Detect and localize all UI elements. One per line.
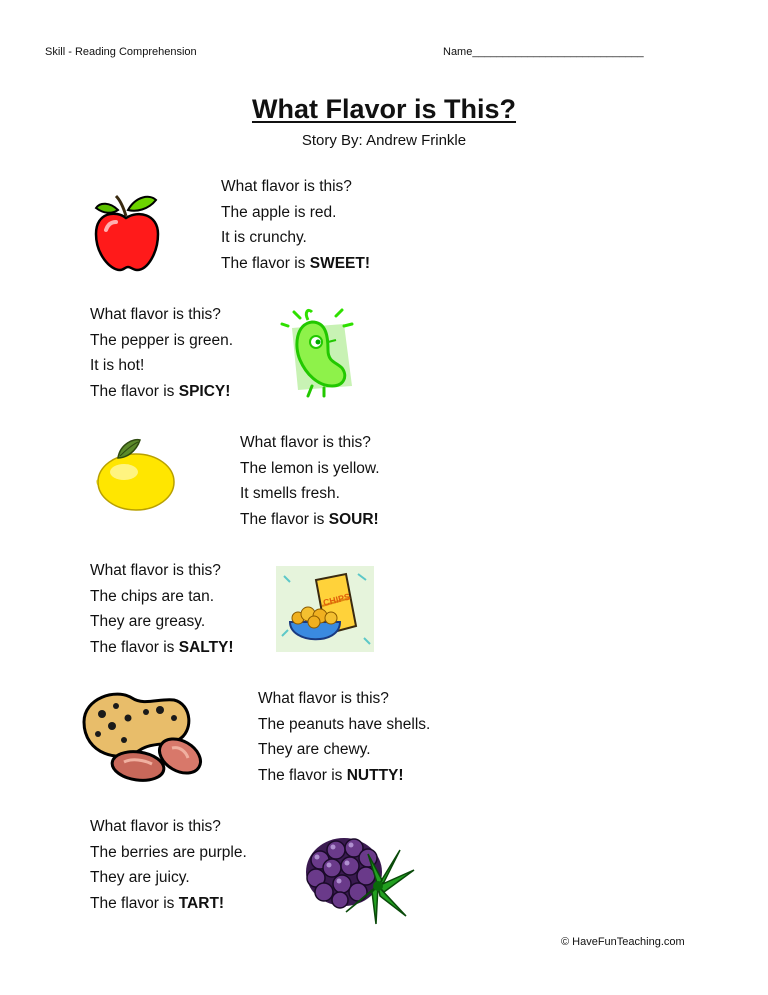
stanza-line: What flavor is this?	[90, 306, 221, 323]
flavor-answer: SWEET!	[309, 254, 371, 272]
stanza-line: It is crunchy.	[221, 229, 307, 247]
stanza-pepper	[90, 302, 233, 404]
stanza-flavor-line	[90, 379, 233, 405]
stanza-line: They are chewy.	[258, 741, 371, 759]
stanza-apple	[221, 174, 370, 276]
stanza-lemon	[240, 430, 380, 532]
stanza-line: What flavor is this?	[240, 434, 371, 451]
stanza-line: What flavor is this?	[90, 818, 221, 835]
blackberry-icon	[302, 830, 418, 926]
flavor-answer: TART!	[178, 894, 225, 912]
flavor-prefix: The flavor is	[240, 510, 329, 528]
flavor-prefix: The flavor is	[90, 894, 179, 912]
stanza-line: It is hot!	[90, 357, 145, 375]
stanza-line: The berries are purple.	[90, 843, 247, 861]
flavor-answer: SPICY!	[178, 382, 231, 400]
chips-icon	[276, 566, 374, 652]
flavor-prefix: The flavor is	[221, 254, 310, 272]
stanza-line: The pepper is green.	[90, 331, 234, 349]
flavor-prefix: The flavor is	[258, 766, 347, 784]
stanza-line: The peanuts have shells.	[258, 715, 431, 733]
skill-label: Skill - Reading Comprehension	[45, 46, 197, 58]
flavor-prefix: The flavor is	[90, 638, 179, 656]
byline: Story By: Andrew Frinkle	[301, 132, 467, 149]
flavor-prefix: The flavor is	[90, 382, 179, 400]
flavor-answer: SOUR!	[328, 510, 379, 528]
stanza-flavor-line	[90, 891, 247, 917]
stanza-line: What flavor is this?	[221, 178, 352, 195]
stanza-line: The lemon is yellow.	[240, 459, 380, 477]
chips-bag-label: CHIPS	[322, 591, 352, 608]
stanza-line: It smells fresh.	[240, 485, 340, 503]
stanza-flavor-line	[240, 507, 380, 533]
copyright-footer: © HaveFunTeaching.com	[561, 936, 685, 948]
stanza-line: The chips are tan.	[90, 587, 215, 605]
pepper-icon	[278, 306, 358, 398]
stanza-line: The apple is red.	[221, 203, 337, 221]
flavor-answer: SALTY!	[178, 638, 234, 656]
stanza-chips	[90, 558, 234, 660]
peanut-icon	[76, 684, 204, 784]
stanza-flavor-line	[258, 763, 430, 789]
stanza-line: They are greasy.	[90, 613, 206, 631]
stanza-line: They are juicy.	[90, 869, 190, 887]
stanza-flavor-line	[90, 635, 234, 661]
stanza-peanuts	[258, 686, 430, 788]
stanza-line: What flavor is this?	[90, 562, 221, 579]
page-title: What Flavor is This?	[251, 94, 517, 124]
apple-icon	[90, 190, 162, 274]
stanza-flavor-line	[221, 251, 370, 277]
flavor-answer: NUTTY!	[346, 766, 404, 784]
lemon-icon	[94, 436, 178, 514]
stanza-berries	[90, 814, 247, 916]
stanza-line: What flavor is this?	[258, 690, 389, 707]
name-field-label: Name____________________________	[443, 46, 644, 58]
